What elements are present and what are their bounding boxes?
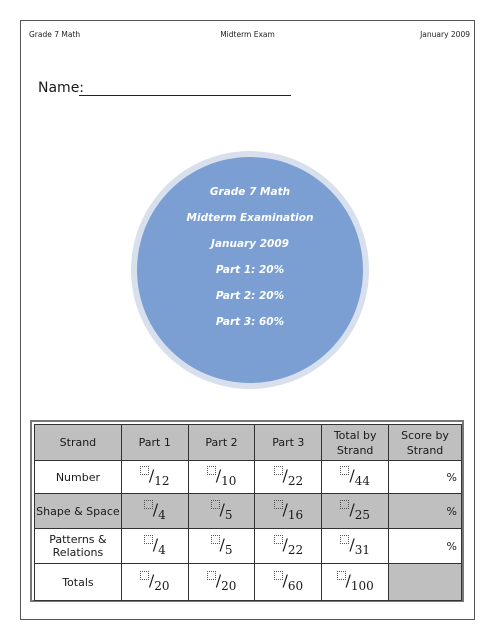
score-entry-box[interactable]	[340, 535, 349, 544]
col-header-part3: Part 3	[255, 425, 322, 461]
col-header-total: Total by Strand	[322, 425, 389, 461]
score-cell[interactable]: /5	[188, 529, 255, 564]
score-entry-box[interactable]	[144, 500, 153, 509]
col-header-part2: Part 2	[188, 425, 255, 461]
blank-score-cell	[389, 564, 462, 601]
circle-line-exam: Midterm Examination	[186, 212, 314, 224]
score-entry-box[interactable]	[340, 500, 349, 509]
percent-cell[interactable]: %	[389, 461, 462, 494]
name-field-line[interactable]	[79, 95, 291, 96]
score-entry-box[interactable]	[274, 571, 283, 580]
percent-cell[interactable]: %	[389, 529, 462, 564]
header-right: January 2009	[420, 30, 470, 39]
header-left: Grade 7 Math	[29, 30, 81, 39]
score-entry-box[interactable]	[274, 500, 283, 509]
name-label: Name:	[38, 80, 85, 96]
strand-label: Number	[35, 461, 122, 494]
score-entry-box[interactable]	[144, 535, 153, 544]
exam-info-circle	[131, 151, 369, 389]
header-center: Midterm Exam	[220, 30, 275, 39]
circle-line-part2: Part 2: 20%	[215, 290, 285, 302]
score-entry-box[interactable]	[211, 500, 220, 509]
score-cell[interactable]: /4	[121, 494, 188, 529]
score-cell[interactable]: /4	[121, 529, 188, 564]
score-cell[interactable]: /60	[255, 564, 322, 601]
table-row	[35, 529, 462, 564]
table-row	[35, 494, 462, 529]
exam-info-circle-fill	[137, 157, 363, 383]
total-cell[interactable]: /44	[322, 461, 389, 494]
score-entry-box[interactable]	[337, 571, 346, 580]
score-cell[interactable]: /22	[255, 529, 322, 564]
score-cell[interactable]: /20	[188, 564, 255, 601]
score-entry-box[interactable]	[140, 571, 149, 580]
score-entry-box[interactable]	[207, 466, 216, 475]
score-entry-box[interactable]	[207, 571, 216, 580]
score-entry-box[interactable]	[274, 535, 283, 544]
score-cell[interactable]: /12	[121, 461, 188, 494]
score-entry-box[interactable]	[211, 535, 220, 544]
score-entry-box[interactable]	[274, 466, 283, 475]
table-row	[35, 564, 462, 601]
table-row	[35, 461, 462, 494]
col-header-strand: Strand	[35, 425, 122, 461]
circle-line-part1: Part 1: 20%	[215, 264, 285, 276]
score-cell[interactable]: /5	[188, 494, 255, 529]
col-header-part1: Part 1	[121, 425, 188, 461]
score-cell[interactable]: /10	[188, 461, 255, 494]
circle-line-date: January 2009	[211, 238, 289, 250]
percent-cell[interactable]: %	[389, 494, 462, 529]
score-cell[interactable]: /16	[255, 494, 322, 529]
strand-label: Shape & Space	[35, 494, 122, 529]
strand-label: Totals	[35, 564, 122, 601]
score-cell[interactable]: /22	[255, 461, 322, 494]
score-table	[34, 424, 462, 601]
total-cell[interactable]: /100	[322, 564, 389, 601]
score-entry-box[interactable]	[340, 466, 349, 475]
total-cell[interactable]: /31	[322, 529, 389, 564]
score-entry-box[interactable]	[140, 466, 149, 475]
total-cell[interactable]: /25	[322, 494, 389, 529]
strand-label: Patterns & Relations	[35, 529, 122, 564]
score-cell[interactable]: /20	[121, 564, 188, 601]
circle-line-course: Grade 7 Math	[209, 186, 291, 198]
col-header-score: Score by Strand	[389, 425, 462, 461]
circle-line-part3: Part 3: 60%	[215, 316, 285, 328]
